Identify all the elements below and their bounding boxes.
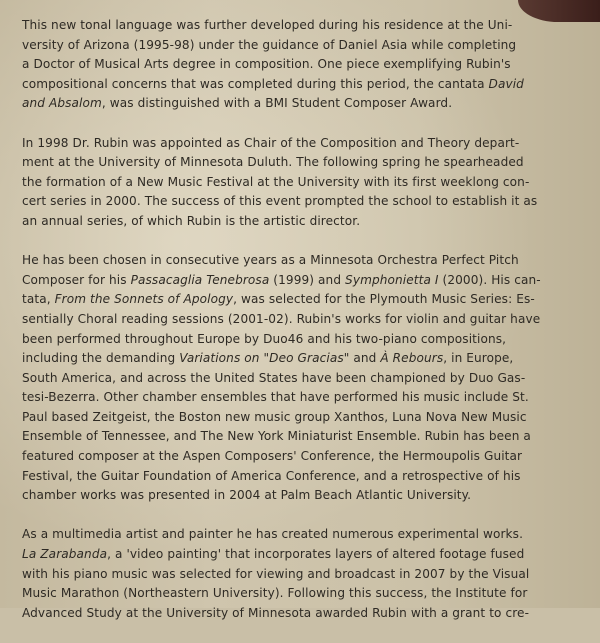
text-line (22, 310, 584, 330)
italic-title: Variations on "Deo Gracias" (179, 351, 350, 366)
text-line (22, 55, 584, 75)
text-run: cert series in 2000. The success of this event prompted the school to establish it as (22, 194, 538, 209)
text-run: been performed throughout Europe by Duo46 and his two-piano compositions, (22, 331, 507, 346)
text-run: , in Europe, (443, 351, 514, 366)
text-run: , was distinguished with a BMI Student Composer Award. (101, 96, 453, 111)
text-line (22, 271, 584, 291)
text-run: Paul based Zeitgeist, the Boston new music group Xanthos, Luna Nova New Music (22, 409, 527, 424)
text-line (22, 94, 584, 114)
text-run: versity of Arizona (1995-98) under the guidance of Daniel Asia while completing (22, 37, 517, 52)
text-run: (1999) and (269, 272, 346, 287)
text-line (22, 153, 584, 173)
text-run: tesi-Bezerra. Other chamber ensembles that have performed his music include St. (22, 390, 529, 405)
text-line (22, 212, 584, 232)
text-run: chamber works was presented in 2004 at Palm Beach Atlantic University. (22, 488, 472, 503)
paragraph (22, 16, 584, 114)
text-line (22, 604, 584, 624)
italic-title: From the Sonnets of Apology (54, 292, 234, 307)
text-run: a Doctor of Musical Arts degree in composition. One piece exemplifying Rubin's (22, 57, 511, 72)
text-line (22, 16, 584, 36)
text-line (22, 36, 584, 56)
text-run: and (349, 351, 381, 366)
text-line (22, 173, 584, 193)
text-line (22, 388, 584, 408)
text-run: sentially Choral reading sessions (2001-02). Rubin's works for violin and guitar have (22, 311, 541, 326)
text-run: South America, and across the United States have been championed by Duo Gas- (22, 370, 526, 385)
text-run: This new tonal language was further developed during his residence at the Uni- (22, 18, 513, 32)
text-line (22, 192, 584, 212)
italic-title: Passacaglia Tenebrosa (130, 272, 270, 287)
text-run: including the demanding (22, 351, 180, 366)
text-line (22, 369, 584, 389)
text-run: the formation of a New Music Festival at the University with its first weeklong con- (22, 174, 530, 189)
italic-title: David (488, 76, 524, 91)
text-line (22, 545, 584, 565)
paragraph (22, 525, 584, 623)
text-line (22, 330, 584, 350)
text-run: , was selected for the Plymouth Music Series: Es- (233, 292, 535, 307)
text-run: Festival, the Guitar Foundation of America Conference, and a retrospective of his (22, 468, 521, 483)
text-run: Composer for his (22, 272, 131, 287)
text-line (22, 75, 584, 95)
text-run: an annual series, of which Rubin is the artistic director. (22, 213, 361, 228)
text-run: As a multimedia artist and painter he has created numerous experimental works. (22, 527, 524, 542)
text-line (22, 427, 584, 447)
text-run: (2000). His can- (438, 272, 541, 287)
text-line (22, 584, 584, 604)
text-run: , a 'video painting' that incorporates layers of altered footage fused (107, 547, 525, 562)
text-run: In 1998 Dr. Rubin was appointed as Chair of the Composition and Theory depart- (22, 135, 520, 150)
text-line (22, 290, 584, 310)
text-run: Music Marathon (Northeastern University). Following this success, the Institute for (22, 586, 528, 601)
text-line (22, 134, 584, 154)
text-run: Advanced Study at the University of Minnesota awarded Rubin with a grant to cre- (22, 605, 530, 620)
text-run: He has been chosen in consecutive years as a Minnesota Orchestra Perfect Pitch (22, 253, 519, 268)
text-line (22, 486, 584, 506)
text-line (22, 467, 584, 487)
paragraph (22, 134, 584, 232)
text-run: featured composer at the Aspen Composers' Conference, the Hermoupolis Guitar (22, 449, 523, 464)
italic-title: Symphonietta I (345, 272, 439, 287)
text-line (22, 565, 584, 585)
text-run: compositional concerns that was completed during this period, the cantata (22, 76, 489, 91)
text-line (22, 408, 584, 428)
text-run: with his piano music was selected for viewing and broadcast in 2007 by the Visual (22, 566, 530, 581)
paragraph (22, 251, 584, 506)
biography-text (22, 16, 584, 643)
text-run: tata, (22, 292, 55, 307)
italic-title: À Rebours (380, 351, 444, 366)
text-run: ment at the University of Minnesota Duluth. The following spring he spearheaded (22, 155, 524, 170)
text-line (22, 251, 584, 271)
text-line (22, 447, 584, 467)
text-line (22, 525, 584, 545)
text-run: Ensemble of Tennessee, and The New York Miniaturist Ensemble. Rubin has been a (22, 429, 531, 444)
text-line (22, 349, 584, 369)
italic-title: and Absalom (22, 96, 102, 111)
italic-title: La Zarabanda (22, 547, 108, 562)
